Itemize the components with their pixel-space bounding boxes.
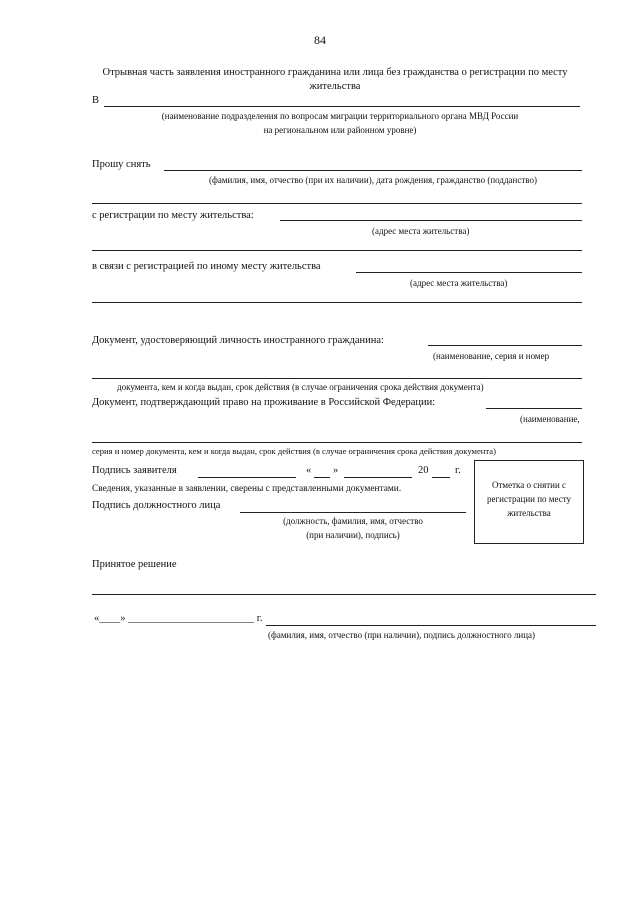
from-reg-field-line[interactable] — [280, 220, 582, 221]
official-signature-label: Подпись должностного лица — [92, 500, 221, 511]
res-doc-caption: (наименование, — [520, 414, 580, 424]
stamp-box-line2: регистрации по месту — [486, 494, 572, 504]
verified-text: Сведения, указанные в заявлении, сверены с представленными документами. — [92, 484, 402, 494]
date-quote-close: » — [333, 465, 339, 476]
to-caption-line2: на региональном или районном уровне) — [263, 125, 417, 135]
to-caption-line1: (наименование подразделения по вопросам миграции территориального органа МВД России — [161, 111, 519, 121]
id-doc-caption: (наименование, серия и номер — [433, 351, 550, 361]
res-doc-field-line[interactable] — [486, 408, 582, 409]
form-title-line1: Отрывная часть заявления иностранного гражданина или лица без гражданства о регистрации по месту — [102, 67, 568, 78]
month-field-line[interactable] — [344, 477, 412, 478]
id-doc-field-line[interactable] — [428, 345, 582, 346]
stamp-box-line1: Отметка о снятии с — [491, 480, 567, 490]
official-caption-line2: (при наличии), подпись) — [306, 530, 400, 540]
from-reg-caption: (адрес места жительства) — [372, 226, 470, 236]
official-caption-line1: (должность, фамилия, имя, отчество — [283, 516, 423, 526]
form-title-line2: жительства — [309, 81, 361, 92]
id-doc-field-line2[interactable] — [92, 378, 582, 379]
decision-label: Принятое решение — [92, 559, 177, 570]
from-reg-label: с регистрации по месту жительства: — [92, 210, 254, 221]
stamp-box — [474, 460, 584, 544]
res-doc-label: Документ, подтверждающий право на проживание в Российской Федерации: — [92, 397, 436, 408]
signature-field-line[interactable] — [198, 477, 296, 478]
res-doc-field-line2[interactable] — [92, 442, 582, 443]
year-field-line[interactable] — [432, 477, 450, 478]
request-field-line[interactable] — [164, 170, 582, 171]
final-caption: (фамилия, имя, отчество (при наличии), подпись должностного лица) — [268, 630, 535, 640]
date-quote-open: « — [306, 465, 312, 476]
request-caption: (фамилия, имя, отчество (при их наличии), дата рождения, гражданство (подданство) — [209, 175, 537, 185]
id-doc-label: Документ, удостоверяющий личность иностранного гражданина: — [92, 335, 384, 346]
request-label: Прошу снять — [92, 159, 151, 170]
from-reg-field-line2[interactable] — [92, 250, 582, 251]
new-reg-label: в связи с регистрацией по иному месту жительства — [92, 261, 321, 272]
page-number: 84 — [314, 33, 326, 47]
id-doc-caption2: документа, кем и когда выдан, срок действия (в случае ограничения срока действия документа) — [117, 382, 484, 392]
year-suffix: г. — [455, 465, 461, 476]
signature-label: Подпись заявителя — [92, 465, 177, 476]
to-field-line[interactable] — [104, 106, 580, 107]
final-date-line: «____» ________________________ г. — [94, 613, 263, 624]
decision-field-line[interactable] — [92, 594, 596, 595]
final-signature-field-line[interactable] — [266, 625, 596, 626]
year-prefix: 20 — [418, 465, 429, 476]
new-reg-field-line[interactable] — [356, 272, 582, 273]
res-doc-caption2: серия и номер документа, кем и когда выдан, срок действия (в случае ограничения срока действия документа) — [92, 446, 496, 456]
new-reg-caption: (адрес места жительства) — [410, 278, 508, 288]
stamp-box-line3: жительства — [507, 508, 551, 518]
to-label: В — [92, 95, 100, 106]
official-signature-field-line[interactable] — [240, 512, 466, 513]
day-field-line[interactable] — [314, 477, 330, 478]
request-field-line2[interactable] — [92, 203, 582, 204]
new-reg-field-line2[interactable] — [92, 302, 582, 303]
